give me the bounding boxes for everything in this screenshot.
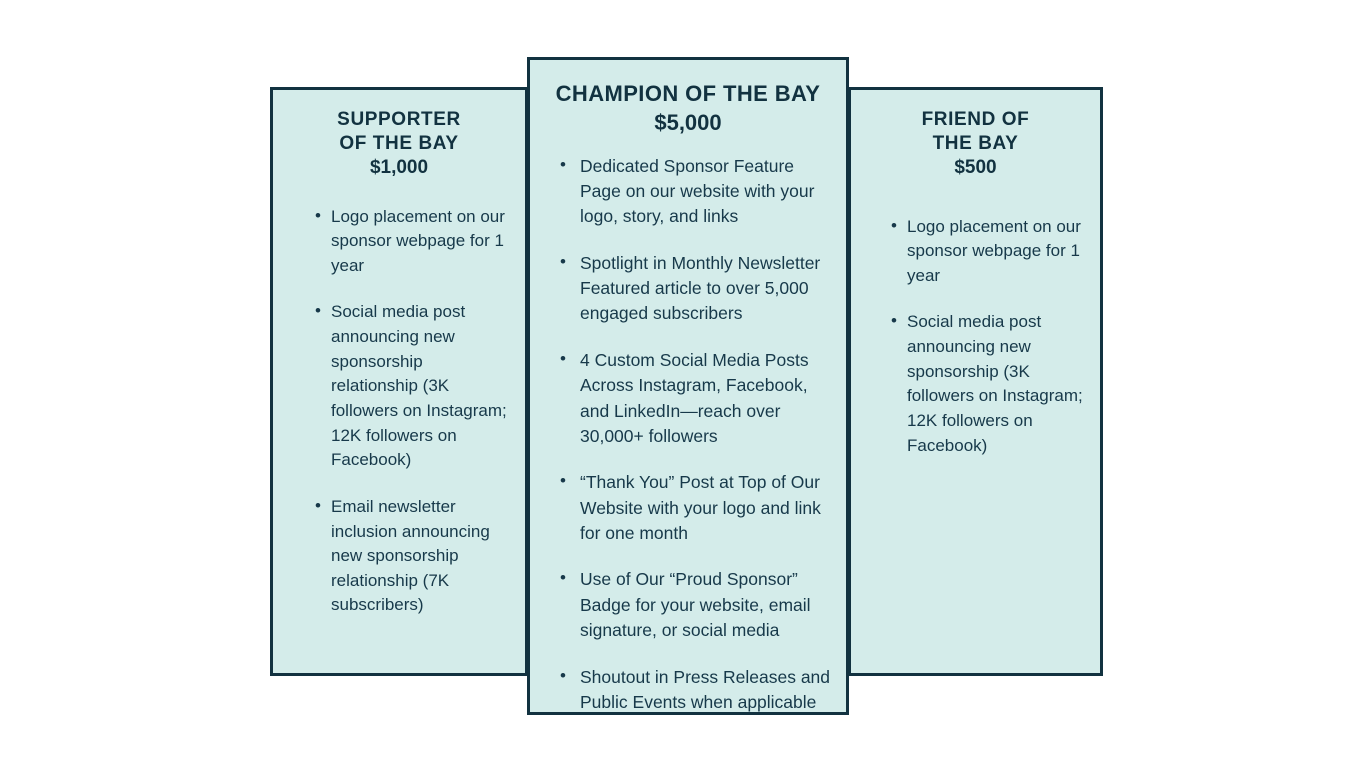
tier-benefits-friend bbox=[867, 215, 1084, 459]
tier-title-line1: CHAMPION OF THE BAY bbox=[555, 81, 821, 106]
benefit-item: • Social media post announcing new sponsorship relationship (3K followers on Instagram; 12K followers on Facebook) bbox=[315, 300, 509, 472]
tier-title-line1: SUPPORTER bbox=[337, 109, 461, 130]
tier-title-friend bbox=[867, 108, 1084, 156]
benefit-item: • Use of Our “Proud Sponsor” Badge for your website, email signature, or social media bbox=[560, 567, 832, 643]
benefit-item: • Logo placement on our sponsor webpage for 1 year bbox=[891, 215, 1084, 289]
benefit-item: • Spotlight in Monthly Newsletter Featured article to over 5,000 engaged subscribers bbox=[560, 251, 832, 327]
benefit-item: • Social media post announcing new sponsorship (3K followers on Instagram; 12K followers on Facebook) bbox=[891, 310, 1084, 458]
tier-title-line2: OF THE BAY bbox=[339, 132, 459, 154]
benefit-item: • Email newsletter inclusion announcing new sponsorship relationship (7K subscribers) bbox=[315, 495, 509, 618]
tier-benefits-champion bbox=[544, 154, 832, 716]
tier-card-champion bbox=[527, 57, 849, 715]
benefit-item: • Logo placement on our sponsor webpage for 1 year bbox=[315, 205, 509, 279]
tier-title-champion bbox=[544, 80, 832, 108]
tier-title-line2: THE BAY bbox=[932, 132, 1019, 154]
tier-card-friend bbox=[848, 87, 1103, 676]
tier-amount-supporter: $1,000 bbox=[369, 156, 429, 178]
benefit-item: • 4 Custom Social Media Posts Across Instagram, Facebook, and LinkedIn—reach over 30,000+ followers bbox=[560, 348, 832, 450]
benefit-item: • Dedicated Sponsor Feature Page on our website with your logo, story, and links bbox=[560, 154, 832, 230]
benefit-item: • Shoutout in Press Releases and Public Events when applicable bbox=[560, 665, 832, 716]
benefit-item: • “Thank You” Post at Top of Our Website with your logo and link for one month bbox=[560, 470, 832, 546]
tier-title-supporter bbox=[289, 108, 509, 156]
tier-amount-champion: $5,000 bbox=[654, 109, 722, 135]
tier-amount-friend: $500 bbox=[954, 156, 997, 178]
tier-title-line1: FRIEND OF bbox=[921, 109, 1030, 130]
tier-benefits-supporter bbox=[289, 205, 509, 619]
tier-card-supporter bbox=[270, 87, 528, 676]
